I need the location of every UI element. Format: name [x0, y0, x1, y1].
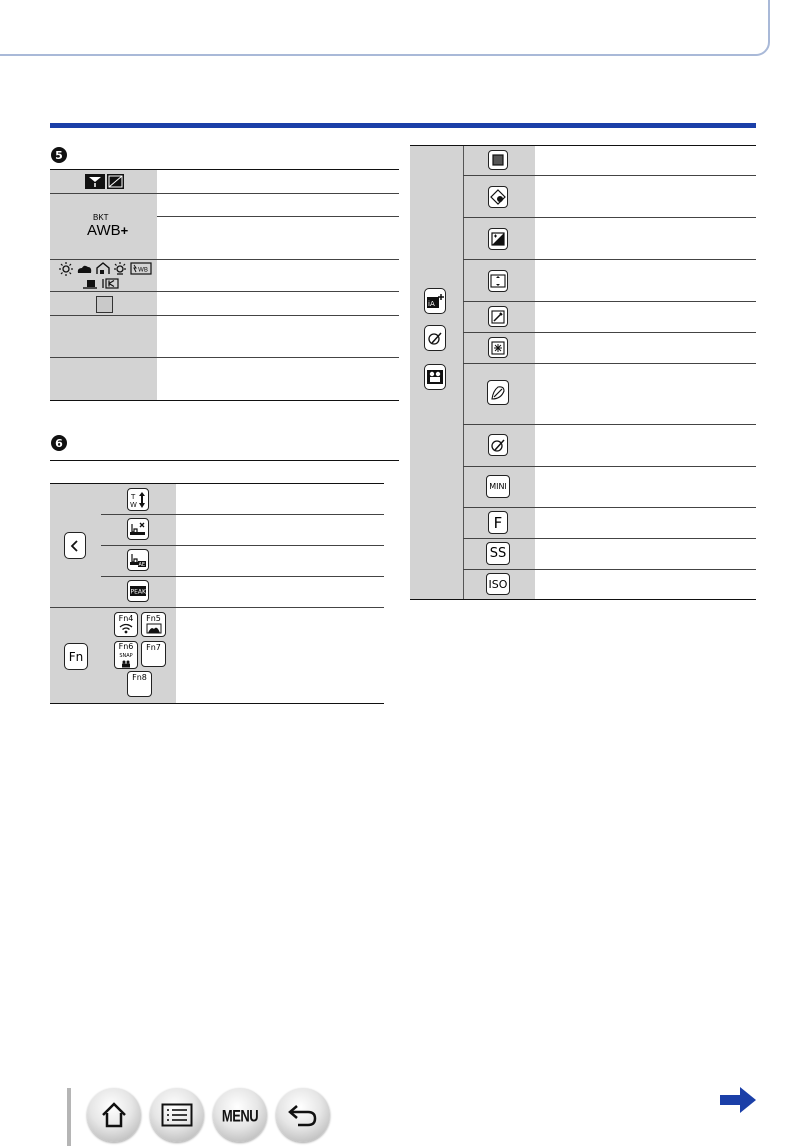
fn4-label: Fn4 — [118, 614, 134, 623]
section-6-bottom-line — [50, 703, 384, 704]
touch-tab-icon — [64, 532, 86, 559]
row-divider — [463, 507, 756, 508]
aperture-icon — [488, 511, 508, 534]
row-divider — [50, 357, 399, 358]
fn8-label: Fn8 — [132, 673, 147, 682]
fn5-key — [141, 612, 166, 637]
bkt-label: BKT — [93, 213, 109, 222]
row-divider — [463, 259, 756, 260]
touch-shutter-icon — [127, 518, 149, 540]
row-divider — [463, 569, 756, 570]
creative-control-effect-icon — [488, 434, 508, 456]
section-5-bottom-line — [50, 400, 399, 401]
defocus-area-icon — [488, 270, 508, 292]
section-5-number — [51, 147, 67, 163]
white-balance-icons — [57, 262, 153, 290]
fn6-sublabel: SNAP — [119, 653, 133, 659]
one-point-color-icon — [488, 306, 508, 327]
exposure-compensation-icon — [107, 174, 124, 189]
back-icon — [288, 1103, 318, 1127]
creative-control-icon — [424, 325, 446, 351]
home-button[interactable] — [87, 1088, 141, 1142]
row-divider — [463, 363, 756, 364]
wifi-icon — [119, 623, 133, 634]
svg-text:AE: AE — [138, 562, 146, 568]
page-header-frame — [0, 0, 770, 56]
row-divider — [101, 576, 384, 577]
next-page-arrow[interactable] — [718, 1085, 758, 1115]
miniature-icon — [486, 475, 510, 498]
touch-zoom-icon — [127, 488, 149, 511]
section-6-number — [51, 435, 67, 451]
section-6-number-text: 6 — [55, 436, 63, 450]
bracket-icon — [85, 174, 105, 189]
right-bottom-line — [410, 599, 756, 600]
touch-ae-icon — [127, 549, 149, 571]
row-divider — [50, 607, 384, 608]
row-divider — [50, 193, 399, 194]
list-icon — [161, 1103, 193, 1127]
peaking-icon — [127, 580, 149, 602]
row-divider — [101, 545, 384, 546]
fn4-key — [114, 612, 138, 637]
exposure-icon — [488, 228, 508, 250]
svg-text:WB: WB — [138, 266, 149, 274]
section-6-icon-column — [50, 484, 176, 703]
row-divider — [463, 538, 756, 539]
svg-text:T: T — [131, 492, 136, 501]
f-label: F — [493, 513, 503, 532]
section-6-top-line — [50, 483, 384, 484]
arrow-right-icon — [718, 1085, 758, 1115]
section-6-title-line — [50, 460, 399, 461]
menu-label: MENU — [221, 1105, 259, 1125]
monochrome-icon — [488, 150, 508, 170]
svg-text:W: W — [130, 500, 137, 509]
ss-label: SS — [489, 546, 507, 561]
row-divider — [463, 175, 756, 176]
fn7-key — [141, 641, 166, 667]
row-divider — [50, 291, 399, 292]
fn6-key — [114, 641, 138, 669]
awb-label — [87, 222, 128, 239]
svg-text:iA: iA — [428, 300, 435, 308]
fn-tab-label: Fn — [68, 649, 84, 664]
row-divider — [463, 424, 756, 425]
awb-label-text: AWB — [87, 222, 121, 239]
fn8-key — [127, 671, 152, 697]
nav-separator — [67, 1088, 71, 1146]
row-divider — [463, 301, 756, 302]
menu-button[interactable] — [213, 1088, 267, 1142]
fn5-label: Fn5 — [146, 614, 161, 623]
svg-text:PEAK: PEAK — [130, 588, 146, 596]
fn6-label: Fn6 — [118, 642, 134, 651]
section-5-top-line — [50, 169, 399, 170]
fn-tab-icon — [64, 643, 88, 670]
fn7-label: Fn7 — [146, 643, 161, 652]
movie-snap-icon — [120, 660, 132, 668]
row-divider — [101, 514, 384, 515]
color-sample-square — [96, 296, 113, 313]
right-top-line — [410, 145, 756, 146]
row-divider — [463, 217, 756, 218]
back-button[interactable] — [276, 1088, 330, 1142]
iso-icon — [486, 573, 510, 595]
histogram-icon — [146, 623, 162, 634]
shutter-speed-icon — [486, 542, 510, 565]
filter-effect-icon — [487, 380, 509, 405]
contents-button[interactable] — [150, 1088, 204, 1142]
row-divider — [50, 315, 399, 316]
iso-label: ISO — [488, 577, 508, 591]
plus-icon: + — [120, 223, 129, 238]
home-icon — [100, 1102, 128, 1128]
section-rule — [50, 123, 756, 128]
row-divider — [50, 259, 399, 260]
intelligent-auto-plus-icon — [424, 288, 446, 314]
right-column-divider — [463, 145, 464, 599]
sunshine-icon — [488, 337, 508, 358]
mini-label: MINI — [489, 482, 507, 491]
creative-video-icon — [424, 364, 446, 390]
row-divider — [463, 332, 756, 333]
section-5-number-text: 5 — [55, 148, 63, 162]
row-divider — [463, 466, 756, 467]
row-divider — [157, 216, 399, 217]
highlight-shadow-icon — [488, 186, 508, 208]
